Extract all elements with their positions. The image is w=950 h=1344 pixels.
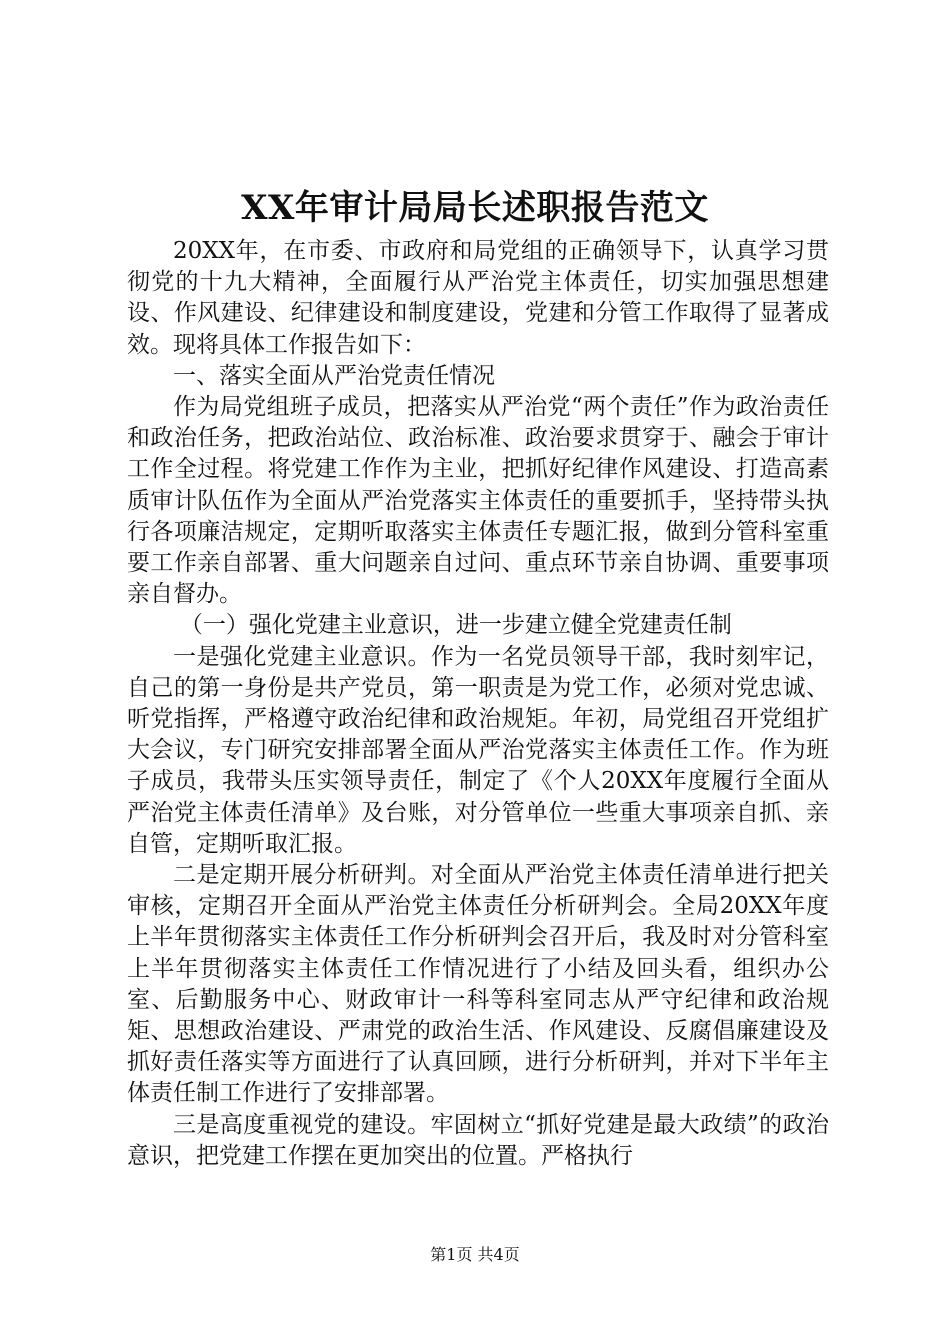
body-paragraph: 作为局党组班子成员，把落实从严治党“两个责任”作为政治责任和政治任务，把政治站位、政治标准、政治要求贯穿于、融会于审计工作全过程。将党建工作作为主业，把抓好纪律作风建设、打造高素质审计队伍作为全面从严治党落实主体责任的重要抓手，坚持带头执行各项廉洁规定，定期听取落实主体责任专题汇报，做到分管科室重要工作亲自部署、重大问题亲自过问、重点环节亲自协调、重要事项亲自督办。 <box>127 394 829 608</box>
intro-paragraph: 20XX年，在市委、市政府和局党组的正确领导下，认真学习贯彻党的十九大精神，全面履行从严治党主体责任，切实加强思想建设、作风建设、纪律建设和制度建设，党建和分管工作取得了显著成效。现将具体工作报告如下： <box>127 238 829 358</box>
body-paragraph: 三是高度重视党的建设。牢固树立“抓好党建是最大政绩”的政治意识，把党建工作摆在更加突出的位置。严格执行 <box>127 1111 829 1169</box>
body-paragraph: 二是定期开展分析研判。对全面从严治党主体责任清单进行把关审核，定期召开全面从严治党主体责任分析研判会。全局20XX年度上半年贯彻落实主体责任工作分析研判会召开后，我及时对分管科室上半年贯彻落实主体责任工作情况进行了小结及回头看，组织办公室、后勤服务中心、财政审计一科等科室同志从严守纪律和政治规矩、思想政治建设、严肃党的政治生活、作风建设、反腐倡廉建设及抓好责任落实等方面进行了认真回顾，进行分析研判，并对下半年主体责任制工作进行了安排部署。 <box>127 862 829 1107</box>
page-number-footer: 第1页 共4页 <box>430 1245 520 1264</box>
section-heading: 一、落实全面从严治党责任情况 <box>173 362 495 389</box>
document-body <box>127 236 829 1172</box>
body-paragraph: 一是强化党建主业意识。作为一名党员领导干部，我时刻牢记，自己的第一身份是共产党员，第一职责是为党工作，必须对党忠诚、听党指挥，严格遵守政治纪律和政治规矩。年初，局党组召开党组扩大会议，专门研究安排部署全面从严治党落实主体责任工作。作为班子成员，我带头压实领导责任，制定了《个人20XX年度履行全面从严治党主体责任清单》及台账，对分管单位一些重大事项亲自抓、亲自管，定期听取汇报。 <box>127 643 829 857</box>
document-title: XX年审计局局长述职报告范文 <box>241 188 709 228</box>
subsection-heading: （一）强化党建主业意识，进一步建立健全党建责任制 <box>179 612 732 639</box>
